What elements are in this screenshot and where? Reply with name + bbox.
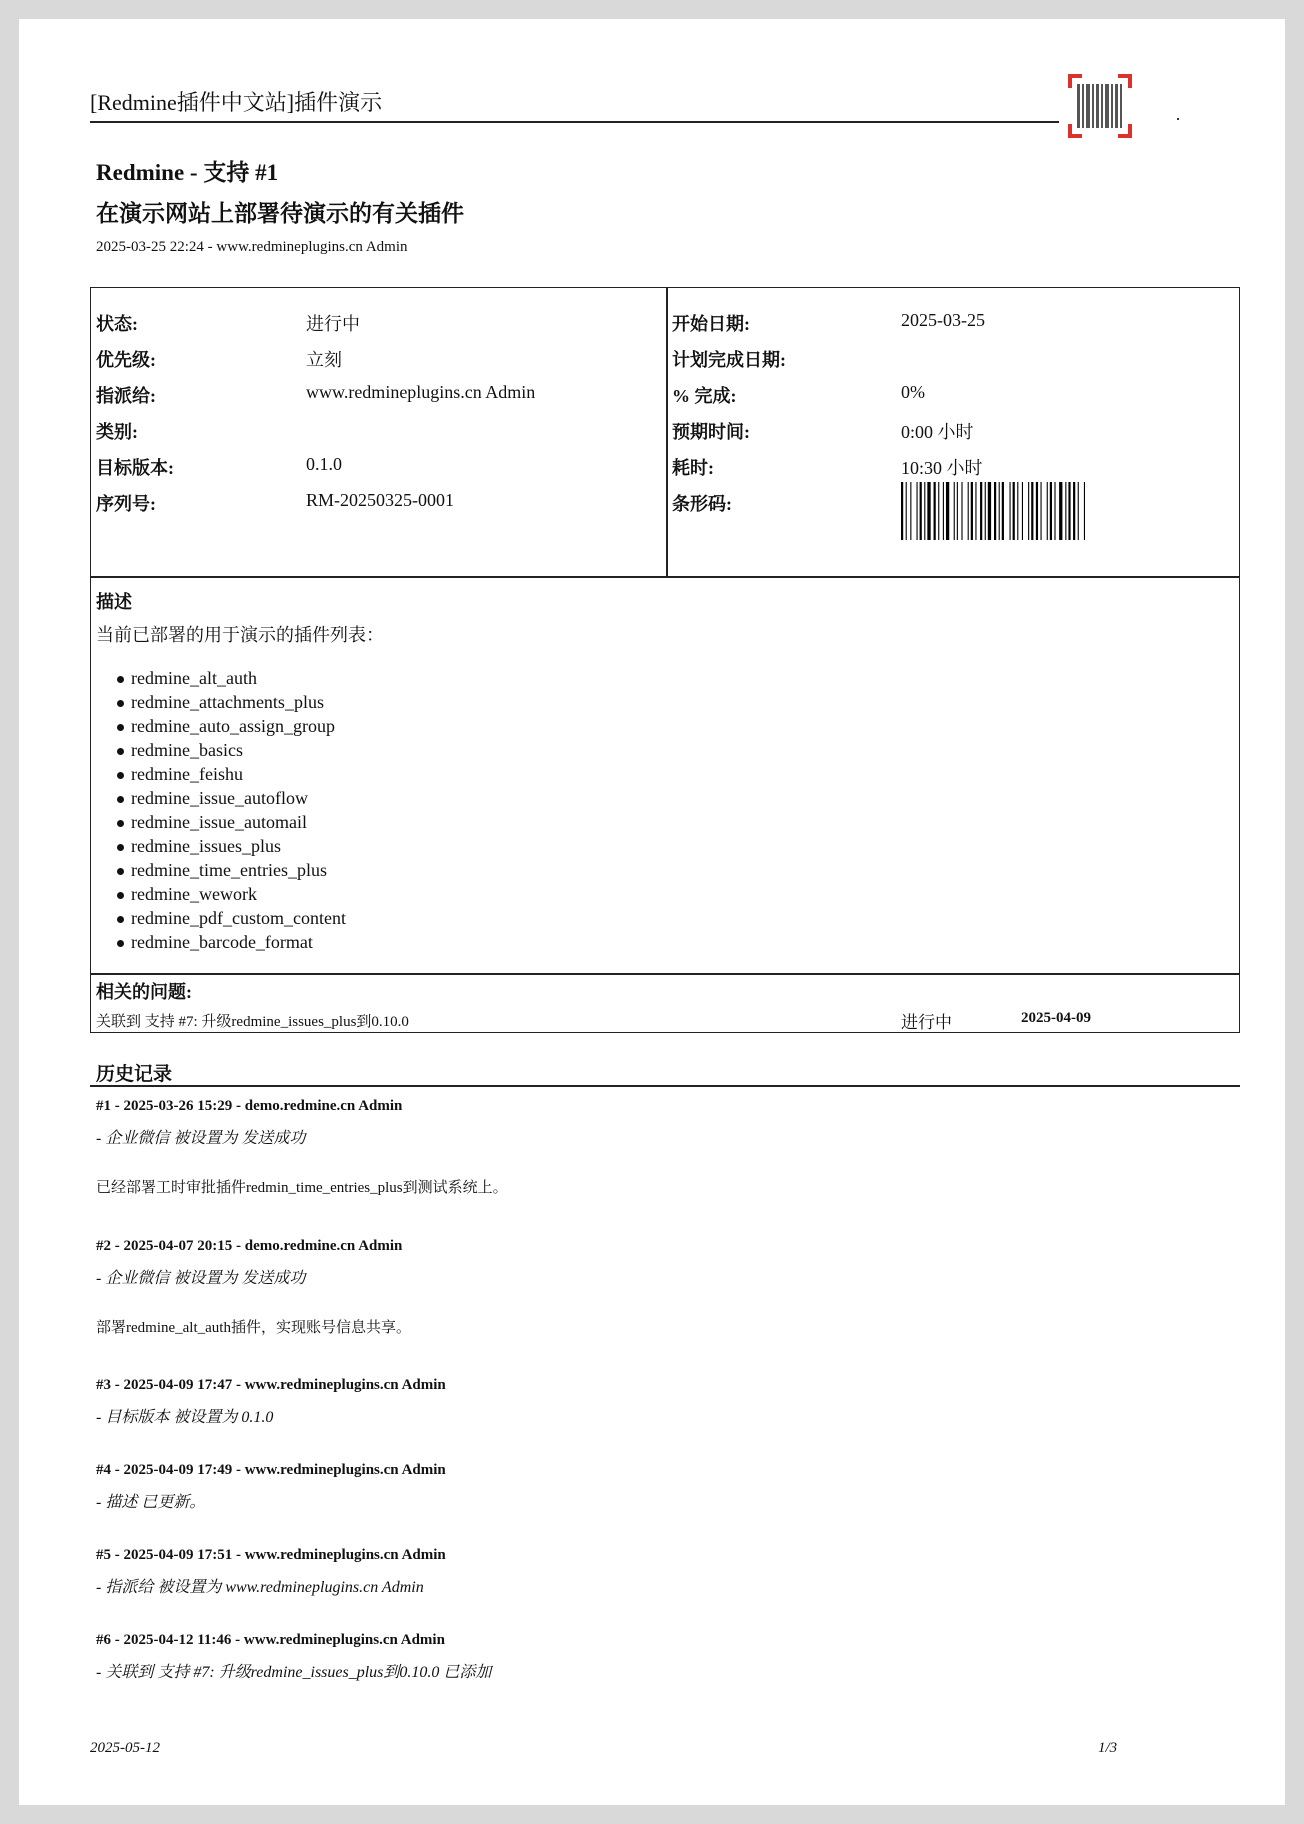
- journal-entry: [96, 1377, 446, 1427]
- related-issue-date: 2025-04-09: [1021, 1010, 1091, 1026]
- journal-notes: 已经部署工时审批插件redmin_time_entries_plus到测试系统上。: [96, 1180, 508, 1196]
- barcode-bar: [1068, 482, 1070, 540]
- journal-entry: [96, 1238, 411, 1337]
- barcode-bar: [988, 482, 991, 540]
- barcode-bar: [1002, 482, 1004, 540]
- plugin-name: redmine_auto_assign_group: [131, 716, 335, 736]
- list-item: [91, 810, 346, 834]
- issue-title: Redmine - 支持 #1: [96, 160, 279, 185]
- plugin-name: redmine_issues_plus: [131, 836, 281, 856]
- priority-label: 优先级:: [96, 350, 156, 370]
- header-dot: [1177, 118, 1179, 120]
- bullet-icon: [117, 724, 124, 731]
- bullet-icon: [117, 676, 124, 683]
- column-divider: [666, 288, 668, 576]
- bullet-icon: [117, 772, 124, 779]
- barcode-bar: [999, 482, 1000, 540]
- journal-detail: - 企业微信 被设置为 发送成功: [96, 1270, 306, 1287]
- barcode-bar: [1073, 482, 1075, 540]
- barcode-bar: [927, 482, 930, 540]
- barcode-bar: [1017, 482, 1018, 540]
- done-ratio-label: % 完成:: [672, 386, 737, 406]
- serial-number-label: 序列号:: [96, 494, 156, 514]
- bullet-icon: [117, 844, 124, 851]
- barcode-bar: [1050, 482, 1052, 540]
- plugin-name: redmine_basics: [131, 740, 243, 760]
- barcode-image: [901, 482, 1145, 540]
- description-title: 描述: [96, 592, 132, 612]
- journal-header: #4 - 2025-04-09 17:49 - www.redmineplugins.cn Admin: [96, 1462, 446, 1478]
- bullet-icon: [117, 868, 124, 875]
- barcode-bar: [994, 482, 996, 540]
- history-title: 历史记录: [96, 1064, 173, 1085]
- due-date-label: 计划完成日期:: [672, 350, 786, 370]
- barcode-bar: [1036, 482, 1038, 540]
- barcode-bar: [954, 482, 955, 540]
- description-intro: 当前已部署的用于演示的插件列表：: [96, 625, 384, 645]
- list-item: [91, 690, 346, 714]
- journal-detail: - 指派给 被设置为 www.redmineplugins.cn Admin: [96, 1579, 424, 1596]
- list-item: [91, 786, 346, 810]
- site-title: [Redmine插件中文站]插件演示: [90, 90, 383, 115]
- journal-entry: [96, 1098, 508, 1197]
- barcode-label: 条形码:: [672, 494, 732, 514]
- journal-entry: [96, 1547, 446, 1597]
- barcode-bar: [943, 482, 944, 540]
- barcode-bar: [957, 482, 958, 540]
- related-issue-link[interactable]: 关联到 支持 #7: 升级redmine_issues_plus到0.10.0: [96, 1014, 409, 1030]
- barcode-bar: [968, 482, 969, 540]
- barcode-bar: [917, 482, 918, 540]
- spent-time-value: 10:30 小时: [901, 458, 983, 478]
- barcode-bar: [1010, 482, 1011, 540]
- journal-header: #3 - 2025-04-09 17:47 - www.redmineplugins.cn Admin: [96, 1377, 446, 1393]
- barcode-bar: [946, 482, 949, 540]
- estimated-time-label: 预期时间:: [672, 422, 750, 442]
- journal-header: #2 - 2025-04-07 20:15 - demo.redmine.cn Admin: [96, 1238, 403, 1254]
- row-divider: [91, 973, 1239, 975]
- journal-header: #1 - 2025-03-26 15:29 - demo.redmine.cn Admin: [96, 1098, 403, 1114]
- barcode-bar: [1059, 482, 1062, 540]
- bullet-icon: [117, 892, 124, 899]
- barcode-bar: [980, 482, 982, 540]
- barcode-bar: [1078, 482, 1079, 540]
- barcode-bar: [901, 482, 903, 540]
- category-label: 类别:: [96, 422, 138, 442]
- spent-time-label: 耗时:: [672, 458, 714, 478]
- barcode-bar: [1084, 482, 1085, 540]
- bullet-icon: [117, 940, 124, 947]
- issue-meta: 2025-03-25 22:24 - www.redmineplugins.cn Admin: [96, 239, 408, 255]
- list-item: [91, 738, 346, 762]
- plugin-name: redmine_alt_auth: [131, 668, 257, 688]
- list-item: [91, 762, 346, 786]
- barcode-bar: [985, 482, 986, 540]
- barcode-logo-icon: [1068, 74, 1132, 138]
- related-issue-status: 进行中: [901, 1013, 952, 1032]
- barcode-bar: [971, 482, 973, 540]
- journal-detail: - 目标版本 被设置为 0.1.0: [96, 1409, 274, 1426]
- list-item: [91, 882, 346, 906]
- barcode-bar: [1028, 482, 1029, 540]
- plugin-name: redmine_pdf_custom_content: [131, 908, 346, 928]
- plugin-name: redmine_issue_automail: [131, 812, 307, 832]
- start-date-value: 2025-03-25: [901, 310, 985, 330]
- barcode-bar: [1065, 482, 1066, 540]
- assignee-label: 指派给:: [96, 386, 156, 406]
- journal-entry: [96, 1632, 491, 1682]
- barcode-bar: [938, 482, 939, 540]
- journal-entry: [96, 1462, 446, 1512]
- start-date-label: 开始日期:: [672, 314, 750, 334]
- plugin-name: redmine_barcode_format: [131, 932, 313, 952]
- list-item: [91, 930, 346, 954]
- journal-detail: - 关联到 支持 #7: 升级redmine_issues_plus到0.10.0 已添加: [96, 1664, 492, 1681]
- plugin-name: redmine_attachments_plus: [131, 692, 324, 712]
- barcode-bar: [934, 482, 936, 540]
- plugin-name: redmine_feishu: [131, 764, 243, 784]
- related-issues-title: 相关的问题:: [96, 982, 192, 1002]
- issue-subject: 在演示网站上部署待演示的有关插件: [96, 201, 464, 226]
- done-ratio-value: 0%: [901, 382, 925, 402]
- plugin-name: redmine_wework: [131, 884, 257, 904]
- list-item: [91, 834, 346, 858]
- page-number: 1/3: [1098, 1740, 1118, 1756]
- journal-header: #6 - 2025-04-12 11:46 - www.redmineplugins.cn Admin: [96, 1632, 445, 1648]
- journal-notes: 部署redmine_alt_auth插件，实现账号信息共享。: [96, 1320, 411, 1336]
- footer-date: 2025-05-12: [90, 1740, 160, 1756]
- barcode-bar: [906, 482, 907, 540]
- list-item: [91, 906, 346, 930]
- barcode-bar: [1054, 482, 1055, 540]
- history-divider: [90, 1085, 1240, 1087]
- status-value: 进行中: [306, 314, 360, 334]
- barcode-bar: [1022, 482, 1023, 540]
- header-divider: [90, 121, 1059, 123]
- barcode-bar: [920, 482, 922, 540]
- bullet-icon: [117, 796, 124, 803]
- journal-detail: - 企业微信 被设置为 发送成功: [96, 1130, 306, 1147]
- status-label: 状态:: [96, 314, 138, 334]
- serial-number-value: RM-20250325-0001: [306, 490, 454, 510]
- plugin-list: [91, 666, 346, 954]
- barcode-bar: [1047, 482, 1048, 540]
- barcode-bar: [1041, 482, 1042, 540]
- journal-detail: - 描述 已更新。: [96, 1494, 206, 1511]
- journal-header: #5 - 2025-04-09 17:51 - www.redmineplugins.cn Admin: [96, 1547, 446, 1563]
- plugin-name: redmine_issue_autoflow: [131, 788, 308, 808]
- list-item: [91, 858, 346, 882]
- bullet-icon: [117, 916, 124, 923]
- plugin-name: redmine_time_entries_plus: [131, 860, 327, 880]
- barcode-bar: [975, 482, 976, 540]
- priority-value: 立刻: [306, 350, 342, 370]
- bullet-icon: [117, 748, 124, 755]
- list-item: [91, 714, 346, 738]
- barcode-bar: [924, 482, 925, 540]
- target-version-value: 0.1.0: [306, 454, 342, 474]
- bullet-icon: [117, 700, 124, 707]
- barcode-bar: [1031, 482, 1033, 540]
- assignee-value: www.redmineplugins.cn Admin: [306, 382, 536, 402]
- target-version-label: 目标版本:: [96, 458, 174, 478]
- attributes-table: [90, 287, 1240, 1033]
- row-divider: [91, 576, 1239, 578]
- barcode-bar: [910, 482, 911, 540]
- barcode-bar: [1013, 482, 1015, 540]
- barcode-bar: [961, 482, 962, 540]
- list-item: [91, 666, 346, 690]
- bullet-icon: [117, 820, 124, 827]
- estimated-time-value: 0:00 小时: [901, 422, 974, 442]
